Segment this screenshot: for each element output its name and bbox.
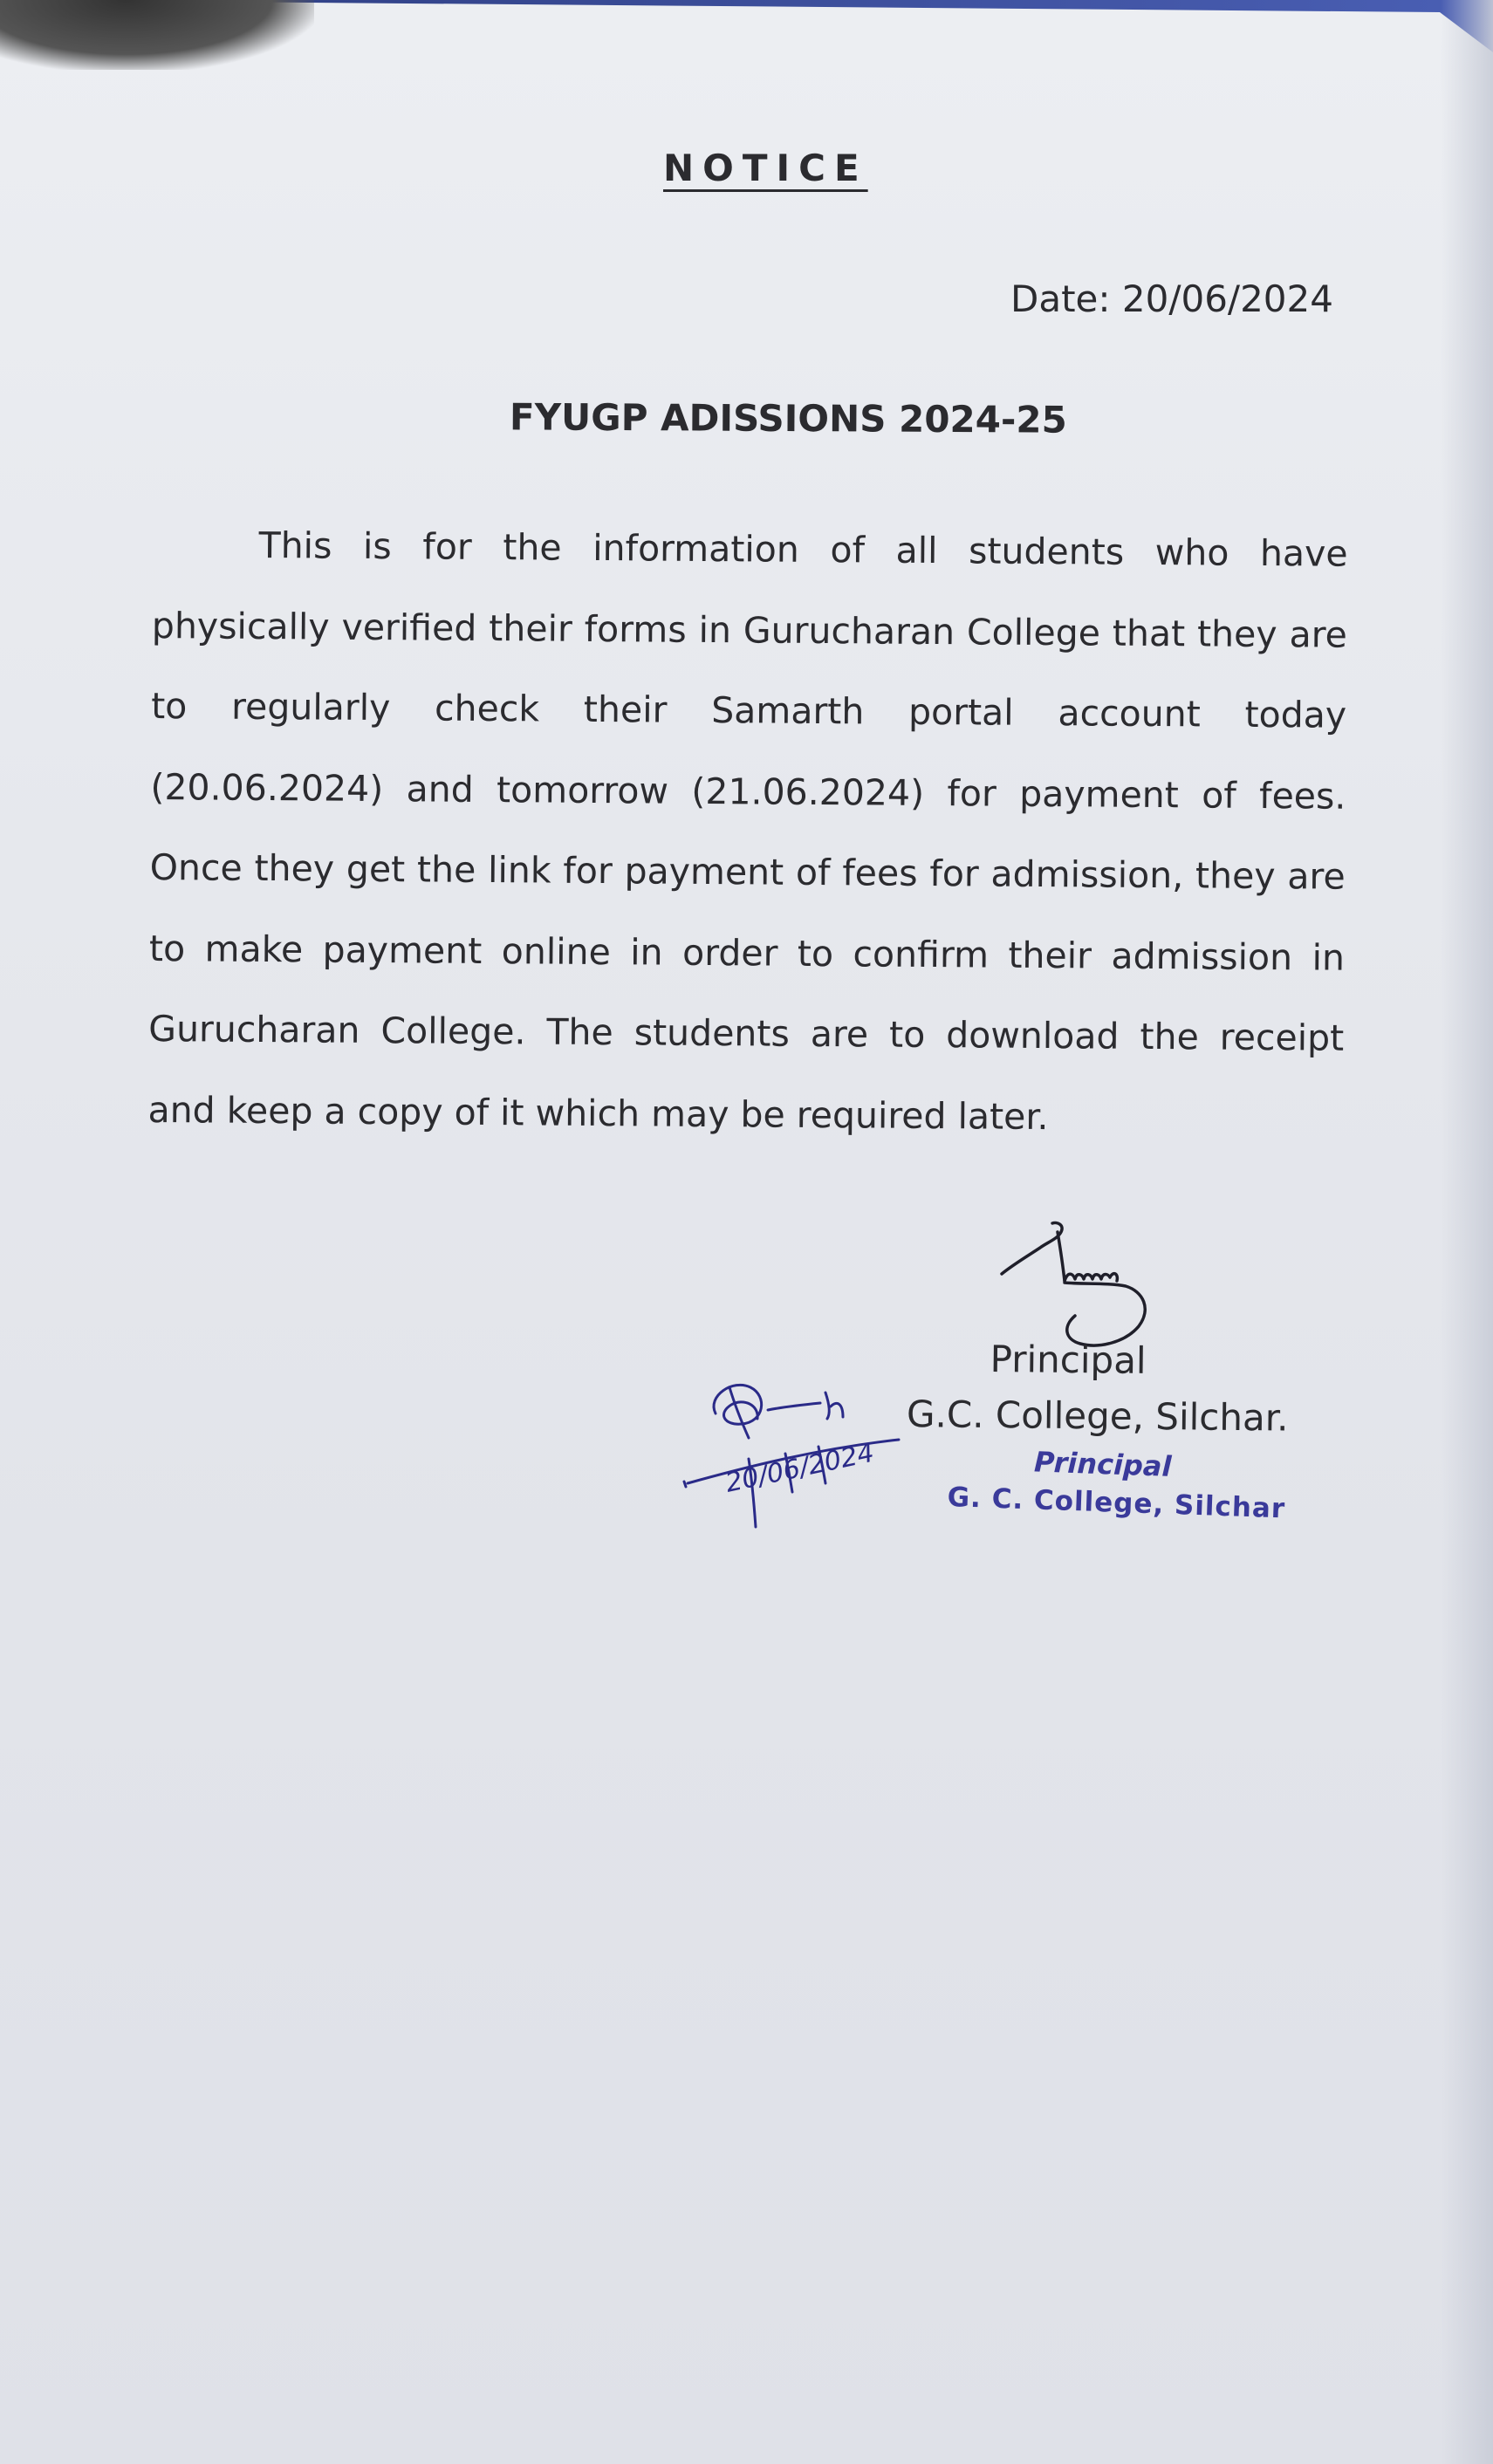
- notice-body-text: This is for the information of all students who have physically verified their forms in Gurucharan College that they are to regularly check their Samarth portal account today (20.06.2024) and tomorrow (21.06.2024) for payment of fees. Once they get the link for payment of fees for admission, they are to make payment online in order to confirm their admission in Gurucharan College. The students are to download the receipt and keep a copy of it which may be required later.: [147, 524, 1348, 1138]
- shadow: [0, 0, 314, 70]
- notice-label: NOTICE: [663, 147, 868, 189]
- signatory-block: [907, 1331, 1290, 1447]
- official-stamp: [947, 1440, 1288, 1528]
- stamp-institution: G. C. College, Silchar: [947, 1481, 1286, 1525]
- stamp-title: Principal: [1033, 1445, 1173, 1483]
- signatory-institution: G.C. College, Silchar.: [906, 1392, 1289, 1440]
- paper-edge: [1441, 0, 1493, 2464]
- signatory-title: Principal: [990, 1337, 1147, 1382]
- notice-heading: FYUGP ADISSIONS 2024-25: [509, 395, 1067, 441]
- notice-body: [147, 504, 1348, 1160]
- paragraph-indent: [153, 557, 259, 558]
- handwritten-date-text: 20/06/2024: [723, 1437, 877, 1499]
- notice-date: Date: 20/06/2024: [1010, 277, 1333, 320]
- handwritten-initials-date: [681, 1361, 925, 1536]
